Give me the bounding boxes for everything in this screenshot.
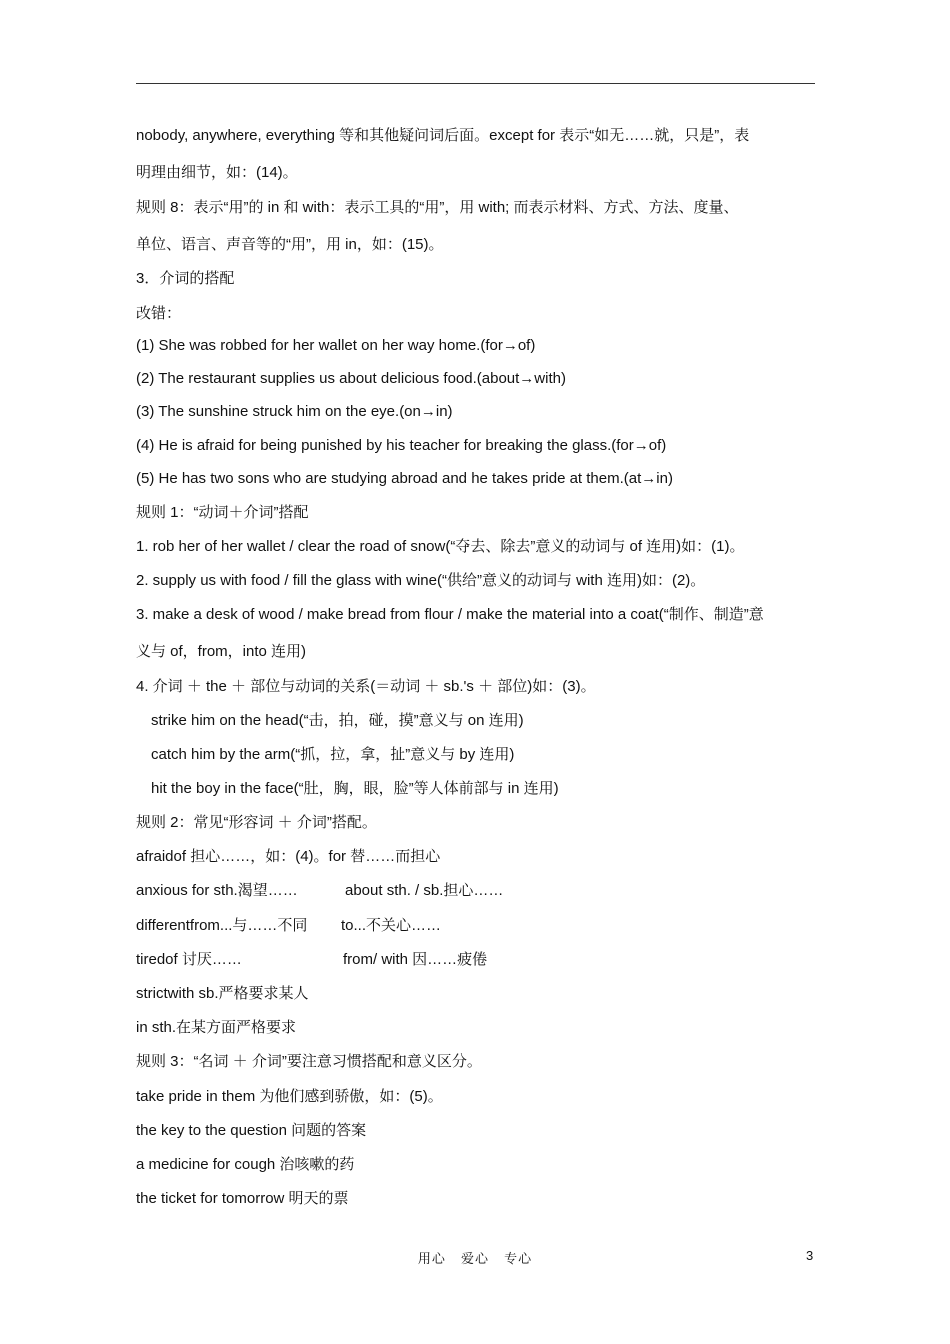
exercise-item: (1) She was robbed for her wallet on her way home.(for→of) xyxy=(136,337,536,354)
text-line: strictwith sb.严格要求某人 xyxy=(136,985,309,1002)
text-line: nobody, anywhere, everything 等和其他疑问词后面。except for 表示“如无……就，只是”，表 xyxy=(136,127,750,144)
text-line: the ticket for tomorrow 明天的票 xyxy=(136,1190,349,1207)
text-line: from/ with 因……疲倦 xyxy=(343,951,488,968)
text-line: 明理由细节，如：(14)。 xyxy=(136,164,298,181)
text-line: anxious for sth.渴望…… xyxy=(136,882,298,899)
text-line: 义与 of，from，into 连用) xyxy=(136,643,307,660)
text-line: a medicine for cough 治咳嗽的药 xyxy=(136,1156,355,1173)
text-line: 改错： xyxy=(136,305,182,322)
page-number: 3 xyxy=(806,1248,814,1263)
text-line: 4. 介词 ＋ the ＋ 部位与动词的关系(＝动词 ＋ sb.'s ＋ 部位)如：(3)。 xyxy=(136,678,596,695)
text-line: 1. rob her of her wallet / clear the road of snow(“夺去、除去”意义的动词与 of 连用)如：(1)。 xyxy=(136,538,745,555)
text-line: tiredof 讨厌…… xyxy=(136,951,242,968)
exercise-item: (5) He has two sons who are studying abroad and he takes pride at them.(at→in) xyxy=(136,470,673,487)
text-line: catch him by the arm(“抓，拉，拿，扯”意义与 by 连用) xyxy=(151,746,515,763)
section-heading: 3．介词的搭配 xyxy=(136,270,235,287)
text-line: take pride in them 为他们感到骄傲，如：(5)。 xyxy=(136,1088,443,1105)
text-line: to...不关心…… xyxy=(341,917,442,934)
text-line: 3. make a desk of wood / make bread from flour / make the material into a coat(“制作、制造”意 xyxy=(136,606,764,623)
text-line: afraidof 担心……，如：(4)。for 替……而担心 xyxy=(136,848,441,865)
text-line: strike him on the head(“击，拍，碰，摸”意义与 on 连用) xyxy=(151,712,524,729)
exercise-item: (4) He is afraid for being punished by his teacher for breaking the glass.(for→of) xyxy=(136,437,667,454)
text-line: in sth.在某方面严格要求 xyxy=(136,1019,297,1036)
text-line: 规则 8：表示“用”的 in 和 with：表示工具的“用”，用 with; 而表示材料、方式、方法、度量、 xyxy=(136,199,739,216)
text-line: the key to the question 问题的答案 xyxy=(136,1122,367,1139)
footer-motto: 用心 爱心 专心 xyxy=(417,1252,533,1267)
header-rule xyxy=(136,83,815,84)
exercise-item: (3) The sunshine struck him on the eye.(on→in) xyxy=(136,403,453,420)
text-line: differentfrom...与……不同 xyxy=(136,917,308,934)
text-line: 单位、语言、声音等的“用”，用 in，如：(15)。 xyxy=(136,236,444,253)
text-line: about sth. / sb.担心…… xyxy=(345,882,504,899)
exercise-item: (2) The restaurant supplies us about delicious food.(about→with) xyxy=(136,370,566,387)
rule-heading: 规则 3：“名词 ＋ 介词”要注意习惯搭配和意义区分。 xyxy=(136,1053,482,1070)
text-line: hit the boy in the face(“肚，胸，眼，脸”等人体前部与 in 连用) xyxy=(151,780,559,797)
rule-heading: 规则 1：“动词＋介词”搭配 xyxy=(136,504,309,521)
text-line: 2. supply us with food / fill the glass with wine(“供给”意义的动词与 with 连用)如：(2)。 xyxy=(136,572,706,589)
rule-heading: 规则 2：常见“形容词 ＋ 介词”搭配。 xyxy=(136,814,377,831)
